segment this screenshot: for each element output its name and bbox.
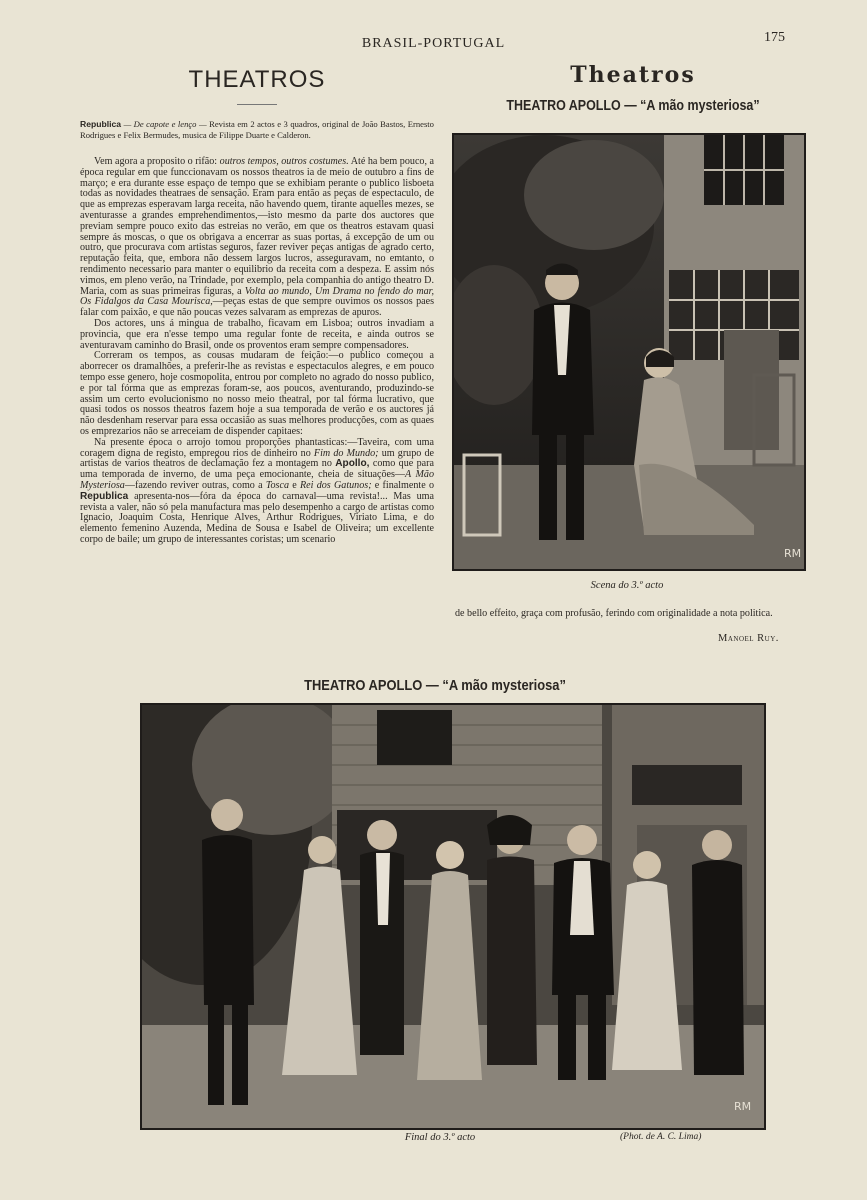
text-italic: Tosca xyxy=(265,479,290,491)
text-italic: A Mão Mysteriosa xyxy=(80,469,434,491)
text-italic: Rei dos Gatunos; xyxy=(300,479,372,491)
review-subtitle: — De capote e lenço — xyxy=(123,119,207,129)
photo-final-illustration xyxy=(142,705,764,1128)
photo-caption-top: Scena do 3.º acto xyxy=(590,580,664,591)
photo-scene-illustration xyxy=(454,135,804,569)
photo-credit: (Phot. de A. C. Lima) xyxy=(620,1132,702,1142)
text-run: Vem agora a proposito o rifão: xyxy=(94,156,220,167)
running-head: BRASIL-PORTUGAL xyxy=(361,36,506,51)
text-run: —peças estas de que sempre ouvimos os nossos paes falar com paixão, e que não poucas vezes salvaram as emprezas de apuros. xyxy=(80,296,435,319)
svg-text:RM: RM xyxy=(734,1100,752,1113)
text-run: —fazendo reviver outras, como a xyxy=(124,479,266,491)
review-show-name: Republica xyxy=(80,119,122,129)
review-heading xyxy=(80,119,434,141)
article-column xyxy=(80,66,434,546)
photo-column xyxy=(452,62,814,114)
svg-text:RM: RM xyxy=(784,547,802,560)
paragraph-3: Correram os tempos, as cousas mudaram de feição:—o publico começou a aborrecer os dramalhões, a preferir-lhe as revistas e espectaculos alegres, e em pouco tempo esse genero, hoje cosmopolita, entrou por completo no agrado do nosso publico, e por tal fórma que as emprezas foram-se, aos poucos, aventurando, produzindo-se assim um certo evolucionismo no nosso meio theatral, por tal fórma lucrativo, que quasi todos os nossos theatros fazem hoje a sua temporada de verão e os auctores já não desdenham reservar para essa occasião as suas melhores producções, com as quaes os emprezarios não se arreceiam de dispender capitaes: xyxy=(80,350,434,437)
text-bold: Republica xyxy=(80,490,129,502)
text-run: apresenta-nos—fóra da época do carnaval—uma revista!... Mas uma revista a valer, não só pela manufactura mas pelo desempenho a cargo de artistas como Ignacio, Joaquim Costa, Henrique Alves, Arthur Rodrigues, Viriato Lima, e do elemento femenino Auzenda, Medina de Sousa e Isabel de Oliveira; um excellente corpo de baile; um grupo de interessantes coristas; um scenario xyxy=(80,490,434,545)
section-title: THEATROS xyxy=(188,66,326,93)
paragraph-2: Dos actores, uns á mingua de trabalho, ficavam em Lisboa; outros invadiam a provincia, que era n'esse tempo uma regular fonte de receita, e ainda outros se aventuravam caminho do Brasil, onde os proventos eram sempre compensadores. xyxy=(80,317,434,351)
title-rule xyxy=(237,104,277,105)
photo-caption-bottom: Final do 3.º acto xyxy=(404,1132,476,1143)
text-run: Até ha bem pouco, a época regular em que funccionavam os nossos theatros ia de meio de outubro a fins de março; e era durante esse espaço de tempo que se exhibiam perante o publico lisboeta todas as novidades theatraes de sensação. Eram para então as peças de espectaculo, de que as emprezas esperavam larga receita, não havendo quem, tirante aquelles mezes, se aventurasse a grandes emprehendimentos,—isto mesmo da parte dos auctores que previam sempre pouco exito das estreias no verão, em que os theatros estavam quasi sempre ás moscas, o que os obrigava a encerrar as suas portas, á excepção de um ou outro, que procurava com artistas seguros, fazer reviver peças antigas de agrado certo, reputação feita, que, embora não dessem largos lucros, asseguravam, no emtanto, o rendimento necessario para manter o equilibrio da receita com a despeza. E assim nós vimos, em pleno verão, na Trindade, por exemplo, pela companhia do antigo theatro D. Maria, com as suas primeiras figuras, a xyxy=(80,156,435,297)
article-continuation: de bello effeito, graça com profusão, ferindo com originalidade a nota politica. xyxy=(455,608,773,619)
text-italic: Fim do Mundo; xyxy=(313,447,379,459)
text-run: e xyxy=(289,479,301,491)
text-italic: outros tempos, outros costumes. xyxy=(219,156,349,167)
text-bold: Apollo, xyxy=(335,458,370,470)
text-run: um grupo de artistas de varios theatros de declamação fez a montagem no xyxy=(80,447,435,470)
text-run: como que para uma temporada de inverno, de uma peça emocionante, cheia de situações— xyxy=(80,458,434,481)
review-details: Revista em 2 actos e 3 quadros, original de João Bastos, Ernesto Rodrigues e Felix Bermudes, musica de Filippe Duarte e Calderon. xyxy=(80,119,434,140)
paragraph-1 xyxy=(80,157,434,319)
text-italic: Volta ao mundo, Um Drama no fendo do mar, Os Fidalgos da Casa Mourisca, xyxy=(80,285,434,308)
article-body xyxy=(80,157,434,546)
photo-title-bottom: THEATRO APOLLO — “A mão mysteriosa” xyxy=(304,677,566,694)
page-number: 175 xyxy=(764,30,785,45)
paragraph-4 xyxy=(80,438,434,546)
text-run: Na presente época o arrojo tomou proporções phantasticas:—Taveira, com uma coragem digna de registo, empregou rios de dinheiro no xyxy=(80,436,434,459)
photo-scene-act-3 xyxy=(452,133,806,571)
text-run: e finalmente o xyxy=(371,479,434,491)
photo-final-act-3 xyxy=(140,703,766,1130)
photo-title-top: THEATRO APOLLO — “A mão mysteriosa” xyxy=(506,98,760,114)
section-title-ornamental: Theatros xyxy=(570,62,696,88)
author-signature: Manoel Ruy. xyxy=(718,633,779,644)
